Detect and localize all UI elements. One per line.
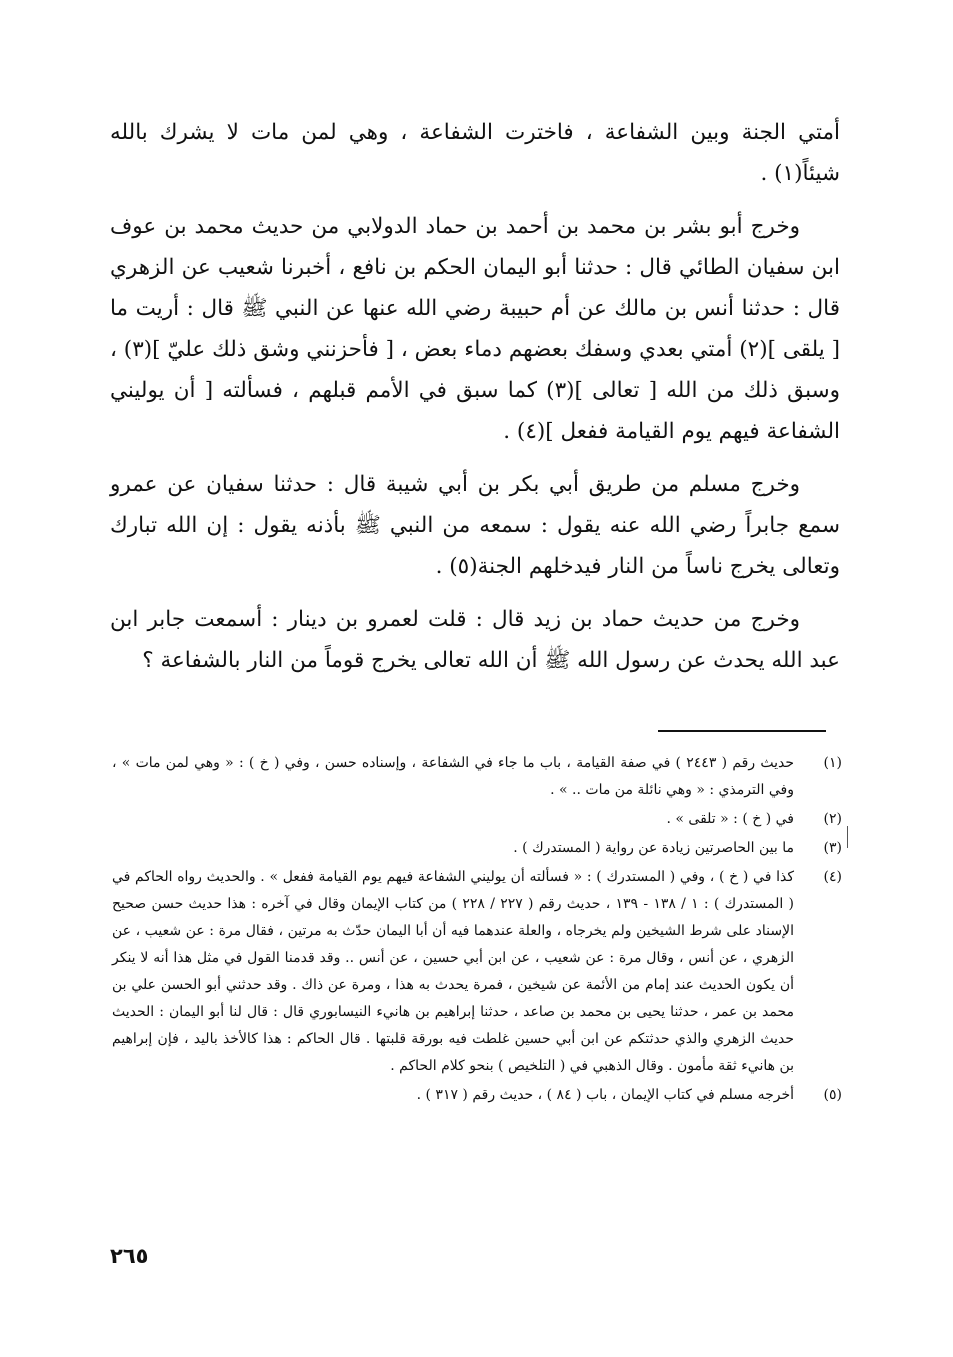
footnote-5 xyxy=(112,1082,842,1109)
footnote-number: (٣) xyxy=(823,840,842,856)
paragraph-3: وخرج مسلم من طريق أبي بكر بن أبي شيبة قال : حدثنا سفيان عن عمرو سمع جابراً رضي الله عنه يقول : سمعه من النبي ﷺ بأذنه يقول : إن الله تبارك وتعالى يخرج ناساً من النار فيدخلهم الجنة(٥) . xyxy=(110,472,840,579)
footnotes xyxy=(112,750,842,1111)
main-text xyxy=(110,112,840,693)
footnote-text: في ( خ ) : « تلقى » . xyxy=(666,811,794,827)
footnote-2 xyxy=(112,806,842,833)
footnote-1 xyxy=(112,750,842,804)
footnote-number: (١) xyxy=(823,755,842,771)
margin-mark xyxy=(847,826,848,848)
footnote-number: (٥) xyxy=(823,1087,842,1103)
paragraph-2: وخرج أبو بشر بن محمد بن أحمد بن حماد الدولابي من حديث محمد بن عوف ابن سفيان الطائي قال : حدثنا أبو اليمان الحكم بن نافع ، أخبرنا شعيب عن الزهري قال : حدثنا أنس بن مالك عن أم حبيبة رضي الله عنها عن النبي ﷺ قال : أريت ما [ يلقى ](٢) أمتي بعدي وسفك بعضهم دماء بعض ، [ فأحزنني وشق ذلك عليّ ](٣) ، وسبق ذلك من الله [ تعالى ](٣) كما سبق في الأمم قبلهم ، فسألته [ أن يوليني الشفاعة فيهم يوم القيامة ففعل ](٤) . xyxy=(110,214,840,444)
footnote-text: أخرجه مسلم في كتاب الإيمان ، باب ( ٨٤ ) ، حديث رقم ( ٣١٧ ) . xyxy=(416,1087,794,1103)
footnote-number: (٢) xyxy=(823,811,842,827)
paragraph-4: وخرج من حديث حماد بن زيد قال : قلت لعمرو بن دينار : أسمعت جابر ابن عبد الله يحدث عن رسول الله ﷺ أن الله تعالى يخرج قوماً من النار بالشفاعة ؟ xyxy=(110,607,840,673)
footnote-text: حديث رقم ( ٢٤٤٣ ) في صفة القيامة ، باب ما جاء في الشفاعة ، وإسناده حسن ، وفي ( خ ) : « وهي لمن مات » ، وفي الترمذي : « وهي نائلة من مات .. » . xyxy=(112,755,794,798)
footnote-text: ما بين الحاصرتين زيادة عن رواية ( المستدرك ) . xyxy=(513,840,794,856)
footnote-number: (٤) xyxy=(823,869,842,885)
footnote-4 xyxy=(112,864,842,1080)
paragraph-1: أمتي الجنة وبين الشفاعة ، فاخترت الشفاعة ، وهي لمن مات لا يشرك بالله شيئاً(١) . xyxy=(110,120,840,186)
footnote-text: كذا في ( خ ) ، وفي ( المستدرك ) : « فسألته أن يوليني الشفاعة فيهم يوم القيامة ففعل » . والحديث رواه الحاكم في ( المستدرك ) : ١ / ١٣٨ - ١٣٩ ، حديث رقم ( ٢٢٧ / ٢٢٨ ) من كتاب الإيمان وقال في آخره : هذا حديث حسن صحيح الإسناد على شرط الشيخين ولم يخرجاه ، والعلة عندهما فيه أن أبا اليمان حدّث به مرتين ، فقال مرة : عن شعيب ، عن الزهري ، عن أنس ، وقال مرة : عن شعيب ، عن ابن أبي حسين ، عن أنس .. وقد قدمنا القول في مثل هذا أنه لا ينكر أن يكون الحديث عند إمام من الأئمة عن شيخين ، فمرة يحدث به هذا ، ومرة عن ذاك . وقد حدثني أبو الحسن علي بن محمد بن عمر ، حدثنا يحيى بن محمد بن صاعد ، حدثنا إبراهيم بن هانيء النيسابوري قال : قال لنا أبو اليمان : الحديث حديث الزهري والذي حدثتكم عن ابن أبي حسين غلطت فيه بورقة قلبتها . قال الحاكم : هذا كالأخذ باليد ، فإن إبراهيم بن هانيء ثقة مأمون . وقال الذهبي في ( التلخيص ) بنحو كلام الحاكم . xyxy=(112,869,794,1074)
footnote-separator xyxy=(658,730,826,732)
footnote-3 xyxy=(112,835,842,862)
page-number: ٢٦٥ xyxy=(110,1244,149,1268)
